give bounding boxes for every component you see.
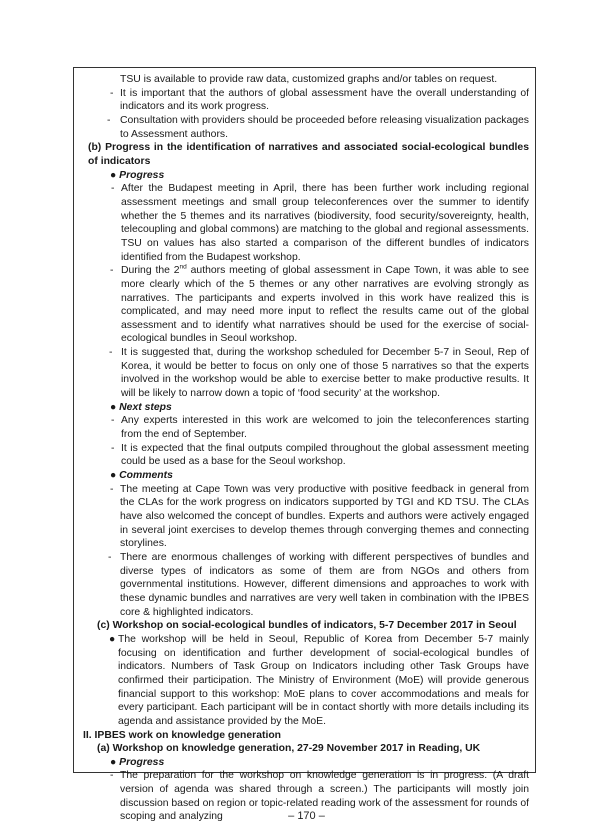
- tsu-line: TSU is available to provide raw data, customized graphs and/or tables on request.: [120, 74, 498, 85]
- list-item-text: There are enormous challenges of working with different perspectives of bundles and diverse types of indicators as some of them are from NGOs and others from governmental institutions. However, different dimensions and approaches to work with these dynamic bundles and narratives are very well taken in combination with the IPBES core & highlighted indicators.: [120, 551, 529, 618]
- bullet-icon: ●: [110, 756, 120, 768]
- list-item: [108, 551, 529, 619]
- dash-marker: -: [110, 87, 114, 99]
- section-ii-a-heading: (a) Workshop on knowledge generation, 27-29 November 2017 in Reading, UK: [97, 743, 481, 755]
- list-item: [110, 263, 529, 346]
- content-body: [74, 73, 535, 824]
- next-steps-label: Next steps: [119, 401, 172, 413]
- list-item-text: Consultation with providers should be proceeded before releasing visualization packages to Assessment authors.: [120, 114, 529, 140]
- list-item-text-pre: During the 2: [121, 265, 180, 277]
- list-item: [109, 633, 529, 729]
- section-c-heading: (c) Workshop on social-ecological bundles of indicators, 5-7 December 2017 in Seoul: [97, 620, 517, 632]
- list-item-text: It is expected that the final outputs compiled throughout the global assessment meeting could be used as a base for the Seoul workshop.: [121, 442, 529, 468]
- list-item: [109, 346, 529, 401]
- list-item: [111, 414, 529, 441]
- comments-heading: [110, 469, 535, 483]
- dash-marker: -: [111, 183, 115, 195]
- list-item: [111, 182, 529, 264]
- page-number: – 170 –: [288, 810, 325, 822]
- list-item: [107, 114, 529, 141]
- list-item-text: The meeting at Cape Town was very productive with positive feedback in general from the CLAs for the work progress on indicators supported by TGI and KD TSU. The CLAs have also welcomed the concept of bundles. Experts and authors were actively engaged in several joint exercises to develop themes through converging themes and connecting storylines.: [120, 483, 529, 550]
- list-item-text: After the Budapest meeting in April, there has been further work including regional assessment meetings and small group teleconferences over the summer to identify whether the 5 themes and its narratives (biodiversity, food security/sovereignty, health, telecoupling and global commons) are matching to the global and regional assessments. TSU on values has also started a comparison of the different bundles of indicators identified from the Budapest workshop.: [121, 183, 529, 263]
- bullet-icon: ●: [110, 470, 120, 482]
- dash-marker: -: [108, 551, 112, 563]
- dash-marker: -: [110, 265, 114, 277]
- list-item: [111, 442, 529, 469]
- dash-marker: -: [111, 415, 115, 427]
- list-item-text-post: authors meeting of global assessment in Cape Town, it was able to see more clearly which of the 5 themes or any other narratives are evolving strongly as narratives. The participants and experts involved in this work have realized this is complicated, and may need more input to reflect the results came out of the global assessment and to identify what narratives should be used for the exercise of social-ecological bundles in Seoul workshop.: [121, 265, 529, 345]
- section-ii-heading: II. IPBES work on knowledge generation: [83, 729, 282, 741]
- bullet-icon: ●: [110, 169, 120, 181]
- ordinal-superscript: nd: [179, 263, 187, 271]
- bullet-icon: ●: [110, 401, 120, 413]
- list-item: [110, 483, 529, 551]
- progress-heading: [110, 756, 535, 770]
- dash-marker: -: [110, 770, 114, 782]
- list-item-text: The preparation for the workshop on knowledge generation is in progress. (A draft version of agenda was shared through a screen.) The participants will mostly join discussion based on region or topic-related reading work of the assessment for rounds of scoping and analyzing: [120, 770, 529, 823]
- dash-marker: -: [107, 114, 111, 126]
- list-item-text: Any experts interested in this work are welcomed to join the teleconferences starting from the end of September.: [121, 415, 529, 441]
- dash-marker: -: [111, 442, 115, 454]
- list-item: [110, 87, 529, 114]
- bullet-icon: ●: [109, 633, 116, 645]
- list-item-text: It is important that the authors of global assessment have the overall understanding of indicators and its work progress.: [120, 87, 529, 113]
- dash-marker: -: [109, 347, 113, 359]
- progress-heading: [110, 169, 535, 183]
- dash-marker: -: [110, 483, 114, 495]
- progress-label: Progress: [119, 169, 165, 181]
- comments-label: Comments: [119, 470, 173, 482]
- section-b-heading: (b) Progress in the identification of narratives and associated social-ecological bundles of indicators: [88, 142, 529, 167]
- progress-label: Progress: [119, 756, 165, 768]
- list-item-text: The workshop will be held in Seoul, Republic of Korea from December 5-7 mainly focusing on identification and further development of social-ecological bundles of indicators. Numbers of Task Group on Indicators including other Task Groups have confirmed their participation. The Ministry of Environment (MoE) will provide generous financial support to this workshop: MoE plans to cover accommodations and meals for every participant. Each participant will be in contact shortly with more details including its agenda and assistance provided by the MoE.: [118, 633, 529, 727]
- next-steps-heading: [110, 401, 535, 415]
- list-item-text: It is suggested that, during the workshop scheduled for December 5-7 in Seoul, Rep of Korea, it would be better to focus on only one of those 5 narratives so that the experts involved in the workshop would be able to exercise better to make productive results. It will be likely to narrow down a topic of ‘food security’ at the workshop.: [121, 347, 529, 400]
